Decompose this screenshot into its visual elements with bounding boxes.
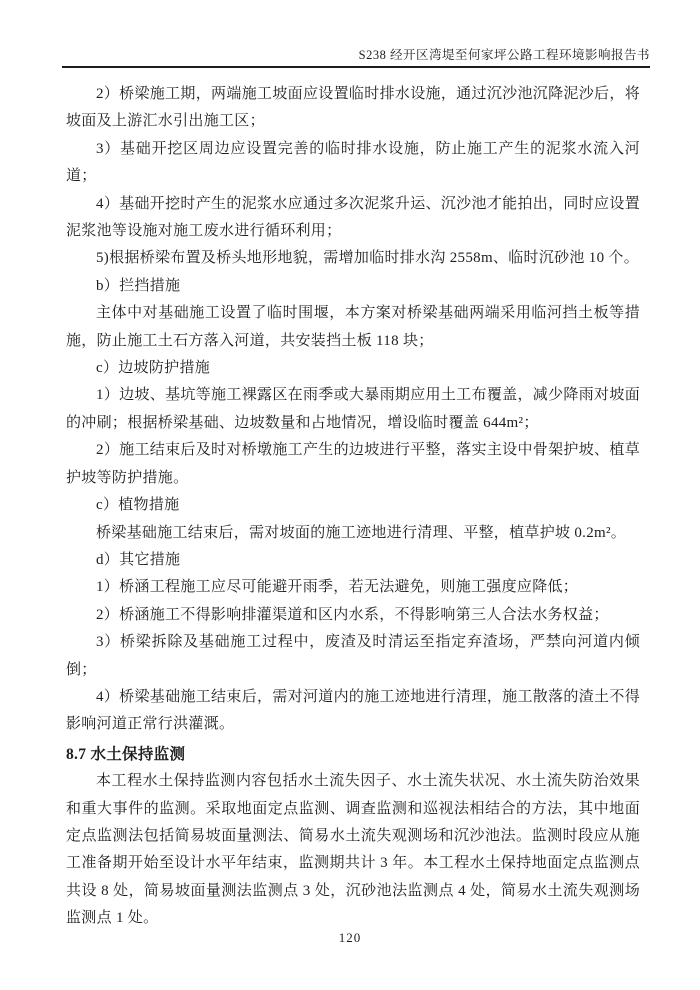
- section-heading: 8.7 水土保持监测: [66, 745, 186, 763]
- paragraph: 1）边坡、基坑等施工裸露区在雨季或大暴雨期应用土工布覆盖，减少降雨对坡面的冲刷；根据桥梁基础、边坡数量和占地情况，增设临时覆盖 644m²；: [66, 387, 640, 431]
- paragraph: 4）桥梁基础施工结束后，需对河道内的施工迹地进行清理，施工散落的渣土不得影响河道正常行洪灌溉。: [66, 688, 640, 733]
- paragraph: c）植物措施: [96, 497, 180, 514]
- page-number: 120: [338, 930, 362, 945]
- page-header: [62, 0, 650, 68]
- paragraph: 5)根据桥梁布置及桥头地形地貌，需增加临时排水沟 2558m、临时沉砂池 10 个。: [96, 250, 640, 267]
- paragraph: 桥梁基础施工结束后，需对坡面的施工迹地进行清理、平整，植草护坡 0.2m²。: [96, 524, 627, 541]
- paragraph: 3）桥梁拆除及基础施工过程中，废渣及时清运至指定弃渣场，严禁向河道内倾倒；: [66, 634, 640, 678]
- paragraph: 主体中对基础施工设置了临时围堰，本方案对桥梁基础两端采用临河挡土板等措施，防止施工土石方落入河道，共安装挡土板 118 块；: [66, 305, 640, 349]
- paragraph: d）其它措施: [96, 551, 181, 568]
- paragraph: 2）桥梁施工期，两端施工坡面应设置临时排水设施，通过沉沙池沉降泥沙后，将坡面及上游汇水引出施工区；: [66, 86, 640, 130]
- paragraph: 2）桥涵施工不得影响排灌渠道和区内水系，不得影响第三人合法水务权益；: [96, 606, 609, 623]
- page-footer: [0, 930, 700, 946]
- paragraph: 4）基础开挖时产生的泥浆水应通过多次泥浆升运、沉沙池才能拍出，同时应设置泥浆池等设施对施工废水进行循环利用；: [66, 195, 640, 240]
- header-title: S238 经开区湾堤至何家坪公路工程环境影响报告书: [358, 48, 650, 62]
- paragraph: 1）桥涵工程施工应尽可能避开雨季，若无法避免，则施工强度应降低；: [96, 579, 579, 596]
- paragraph: b）拦挡措施: [96, 277, 181, 294]
- paragraph: 3）基础开挖区周边应设置完善的临时排水设施，防止施工产生的泥浆水流入河道；: [66, 140, 640, 185]
- document-body: [66, 81, 640, 933]
- paragraph: 2）施工结束后及时对桥墩施工产生的边坡进行平整，落实主设中骨架护坡、植草护坡等防护措施。: [66, 442, 640, 486]
- paragraph: c）边坡防护措施: [96, 360, 211, 377]
- paragraph: 本工程水土保持监测内容包括水土流失因子、水土流失状况、水土流失防治效果和重大事件的监测。采取地面定点监测、调查监测和巡视法相结合的方法，其中地面定点监测法包括简易坡面量测法、简易水土流失观测场和沉沙池法。监测时段应从施工准备期开始至设计水平年结束，监测期共计 3 年。本工程水土保持地面定点监测点共设 8 处，简易坡面量测法监测点 3 处，沉砂池法监测点 4 处，简易水土流失观测场监测点 1 处。: [66, 773, 640, 927]
